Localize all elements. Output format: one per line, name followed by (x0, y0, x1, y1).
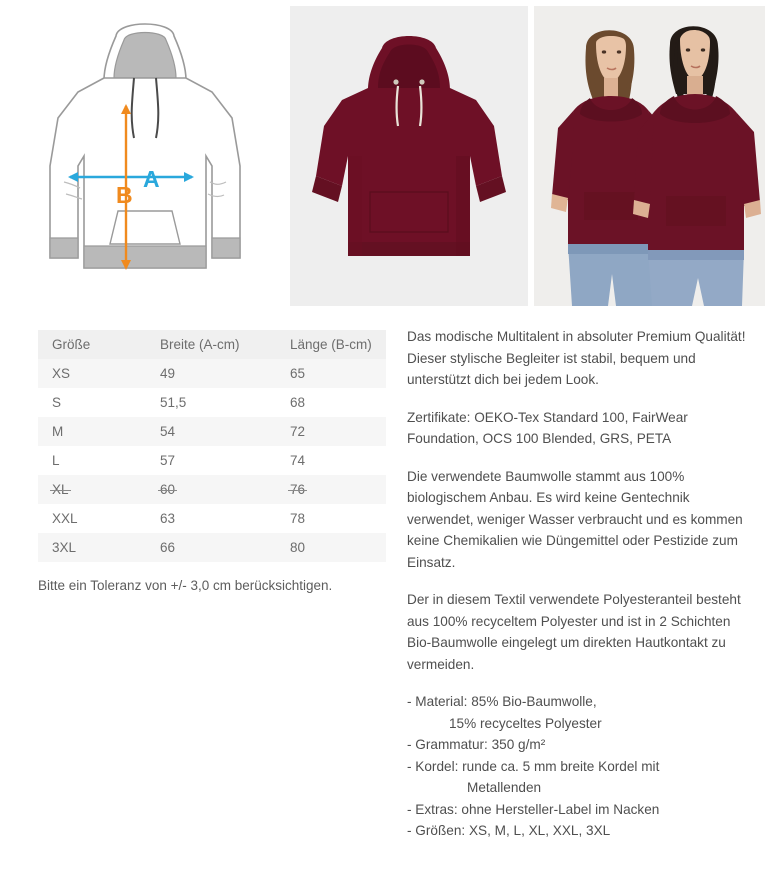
cell-laenge-text: 76 (290, 482, 306, 497)
cell-laenge: 78 (290, 511, 306, 526)
spec-material-cont-text: 15% recyceltes Polyester (449, 715, 602, 731)
size-table (38, 330, 386, 562)
spec-kordel: - Kordel: runde ca. 5 mm breite Kordel mit (407, 758, 660, 774)
spec-kordel-cont-text: Metallenden (467, 780, 542, 795)
product-image-gallery (0, 0, 777, 312)
size-table-head (38, 330, 386, 359)
product-description (407, 326, 747, 842)
hoodie-models-photo (534, 6, 765, 306)
measure-label-b: B (116, 182, 133, 208)
table-row-struck (38, 475, 386, 504)
description-polyester: Der in diesem Textil verwendete Polyesteranteil besteht aus 100% recyceltem Polyester und ist in 2 Schichten Bio-Baumwolle eingelegt um direkten Hautkontakt zu vermeiden. (407, 592, 741, 672)
cell-size: S (52, 395, 62, 410)
cell-breite: 51,5 (160, 395, 187, 410)
table-row (38, 417, 386, 446)
size-table-header-row (38, 330, 386, 359)
cell-size: L (52, 453, 60, 468)
cell-size: 3XL (52, 540, 77, 555)
description-certificates: Zertifikate: OEKO-Tex Standard 100, FairWear Foundation, OCS 100 Blended, GRS, PETA (407, 409, 688, 446)
description-cotton: Die verwendete Baumwolle stammt aus 100% biologischem Anbau. Es wird keine Gentechnik verwendet, weniger Wasser verbraucht und es kommen keine Chemikalien wie Düngemittel oder Pestizide zum Einsatz. (407, 468, 743, 570)
description-paragraph-1: Das modische Multitalent in absoluter Premium Qualität! Dieser stylische Begleiter ist stabil, bequem und unterstützt dich bei jedem Look. (407, 329, 746, 387)
cell-breite (146, 475, 276, 504)
spec-material-cont (407, 713, 747, 735)
table-row (38, 359, 386, 388)
cell-breite: 57 (160, 453, 176, 468)
cell-laenge: 65 (290, 366, 306, 381)
hoodie-product-photo (290, 6, 528, 306)
measure-label-a: A (143, 166, 160, 192)
header-size: Größe (52, 337, 91, 352)
cell-breite-text: 60 (160, 482, 176, 497)
cell-size (38, 475, 146, 504)
table-row (38, 446, 386, 475)
cell-laenge: 72 (290, 424, 306, 439)
cell-laenge: 68 (290, 395, 306, 410)
cell-laenge (276, 475, 386, 504)
cell-breite: 66 (160, 540, 176, 555)
cell-breite: 49 (160, 366, 176, 381)
header-breite: Breite (A-cm) (160, 337, 240, 352)
cell-size: M (52, 424, 64, 439)
table-row (38, 388, 386, 417)
spec-kordel-cont (407, 777, 747, 799)
cell-size: XXL (52, 511, 78, 526)
spec-list (407, 691, 747, 842)
cell-size-text: XL (52, 482, 69, 497)
hoodie-technical-drawing (6, 6, 284, 306)
cell-laenge: 80 (290, 540, 306, 555)
cell-size: XS (52, 366, 71, 381)
cell-breite: 54 (160, 424, 176, 439)
spec-grammatur: - Grammatur: 350 g/m² (407, 737, 546, 752)
cell-laenge: 74 (290, 453, 306, 468)
cell-breite: 63 (160, 511, 176, 526)
spec-material: - Material: 85% Bio-Baumwolle, (407, 694, 597, 709)
spec-extras: - Extras: ohne Hersteller-Label im Nacken (407, 801, 660, 817)
spec-groessen: - Größen: XS, M, L, XL, XXL, 3XL (407, 823, 611, 838)
size-table-body (38, 359, 386, 562)
tolerance-note: Bitte ein Toleranz von +/- 3,0 cm berücksichtigen. (38, 578, 333, 593)
table-row (38, 533, 386, 562)
table-row (38, 504, 386, 533)
header-laenge: Länge (B-cm) (290, 337, 372, 352)
